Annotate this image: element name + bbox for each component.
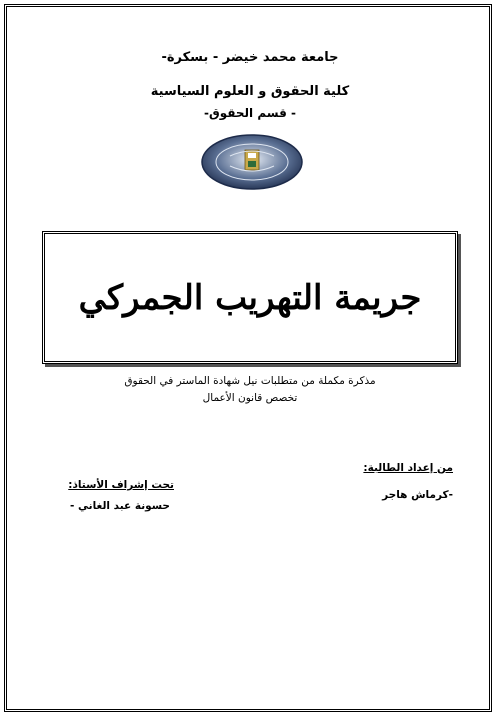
department-name: - قسم الحقوق- [204, 106, 296, 120]
supervisor-name: حسونة عبد الغاني [78, 500, 170, 512]
supervisor-dash: - [70, 500, 75, 512]
thesis-description: مذكرة مكملة من متطلبات نيل شهادة الماستر في الحقوق [124, 375, 376, 387]
faculty-name: كلية الحقوق و العلوم السياسية [150, 84, 350, 99]
university-name: جامعة محمد خيضر - بسكرة- [161, 50, 339, 65]
thesis-title: جريمة التهريب الجمركي [78, 277, 422, 318]
supervisor-label: تحت إشراف الأستاذ: [68, 479, 174, 491]
specialization: تخصص قانون الأعمال [202, 392, 298, 404]
university-seal-logo [200, 132, 304, 192]
student-name: -كرماش هاجر [382, 489, 453, 501]
prepared-by-label: من إعداد الطالبة: [363, 462, 453, 474]
supervisor-row [56, 500, 170, 512]
title-frame [42, 231, 458, 364]
